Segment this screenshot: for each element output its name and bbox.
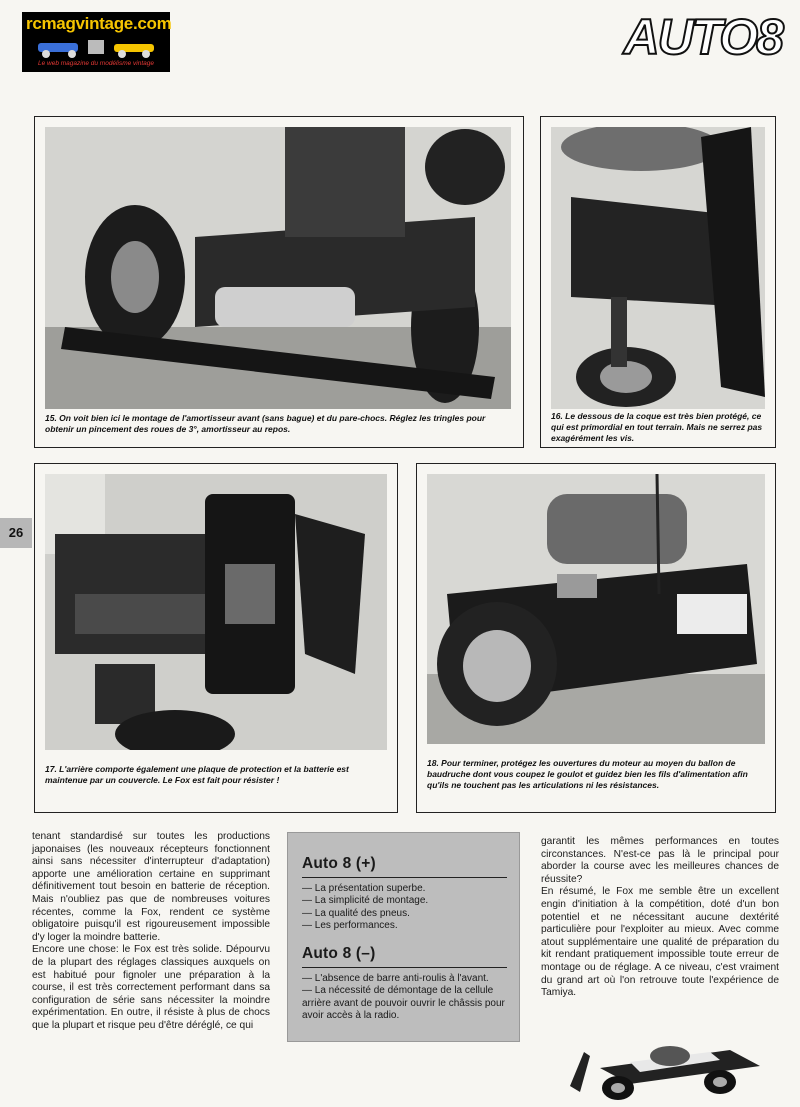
photo-body-underside xyxy=(551,127,765,409)
minus-list xyxy=(302,973,508,1023)
photo-frame-17 xyxy=(34,463,398,813)
article-paragraph: En résumé, le Fox me semble être un excellent engin d'initiation à la compétition, doté d'un bon potentiel et ne nécessitant aucune dextérité particulière pour l'exploiter au mieux. Avec comme atout supplémentaire une qualité de préparation du kit rendant pratiquement impossible toute erreur de montage ou de réglage. A ce niveau, c'est vraiment du grand art où l'on retrouve toute l'expérience de Tamiya. xyxy=(541,886,779,999)
divider xyxy=(302,967,507,968)
photo-caption-17: 17. L'arrière comporte également une plaque de protection et la batterie est maintenue par un couvercle. Le Fox est fait pour résister ! xyxy=(45,764,349,785)
summary-box xyxy=(287,832,520,1042)
plus-list xyxy=(302,883,508,933)
photo-rear-battery xyxy=(45,474,387,750)
list-item: — La présentation superbe. xyxy=(302,883,426,894)
list-item: — Les performances. xyxy=(302,920,398,932)
article-paragraph: Encore une chose: le Fox est très solide. Dépourvu de la plupart des réglages classiques auxquels on est habitué pour fignoler une préparation à la course, il est très correctement performant dans sa configuration de série sans nécessiter la moindre expérimentation. En outre, il résiste à plus de chocs que la plupart et risque peu d'être déréglé, ce qui xyxy=(32,944,270,1031)
site-logo[interactable] xyxy=(22,12,170,72)
article-paragraph: tenant standardisé sur toutes les productions japonaises (les nouveaux récepteurs fonctionnent ainsi sans nécessiter d'interrupteur d'adaptation) apporte une amélioration certaine en supprimant définitivement tout besoin en batterie de réception. Mais n'oubliez pas que de nombreuses voitures récentes, comme la Fox, rendent ce système obligatoire puisqu'il est rigoureusement impossible d'y loger la moindre batterie. xyxy=(32,831,270,943)
list-item: — La simplicité de montage. xyxy=(302,895,429,907)
article-paragraph: garantit les mêmes performances en toutes circonstances. N'est-ce pas là le principal pour aborder la course avec les meilleures chances de réussite? xyxy=(541,836,779,885)
car-illustration xyxy=(570,1032,770,1102)
article-column-3 xyxy=(541,836,779,1000)
divider xyxy=(302,877,507,878)
magazine-masthead: AUTO8 xyxy=(623,9,782,65)
photo-front-shock-bumper xyxy=(45,127,511,409)
article-column-1 xyxy=(32,831,270,1033)
photo-frame-16 xyxy=(540,116,776,448)
plus-title: Auto 8 (+) xyxy=(302,855,376,872)
logo-car-icon xyxy=(32,37,160,59)
photo-frame-18 xyxy=(416,463,776,813)
list-item: — La nécessité de démontage de la cellule arrière avant de pouvoir ouvrir le châssis pour avoir accès à la radio. xyxy=(302,985,505,1022)
photo-caption-18: 18. Pour terminer, protégez les ouvertures du moteur au moyen du ballon de baudruche dont vous coupez le goulot et guidez bien les fils d'alimentation afin qu'ils ne touchent pas les articulations ni les résistances. xyxy=(427,758,748,790)
photo-frame-15 xyxy=(34,116,524,448)
page-number: 26 xyxy=(0,518,32,548)
list-item: — La qualité des pneus. xyxy=(302,907,410,919)
logo-site-name: rcmagvintage.com xyxy=(26,14,172,33)
list-item: — L'absence de barre anti-roulis à l'avant. xyxy=(302,973,489,984)
photo-caption-15: 15. On voit bien ici le montage de l'amortisseur avant (sans bague) et du pare-chocs. Réglez les tringles pour obtenir un pincement des roues de 3°, amortisseur au repos. xyxy=(45,413,486,434)
logo-tagline: Le web magazine du modélisme vintage xyxy=(38,60,154,67)
photo-motor-balloon xyxy=(427,474,765,744)
minus-title: Auto 8 (–) xyxy=(302,945,376,962)
photo-caption-16: 16. Le dessous de la coque est très bien protégé, ce qui est primordial en tout terrain. Mais ne serrez pas exagérément les vis. xyxy=(551,411,763,443)
